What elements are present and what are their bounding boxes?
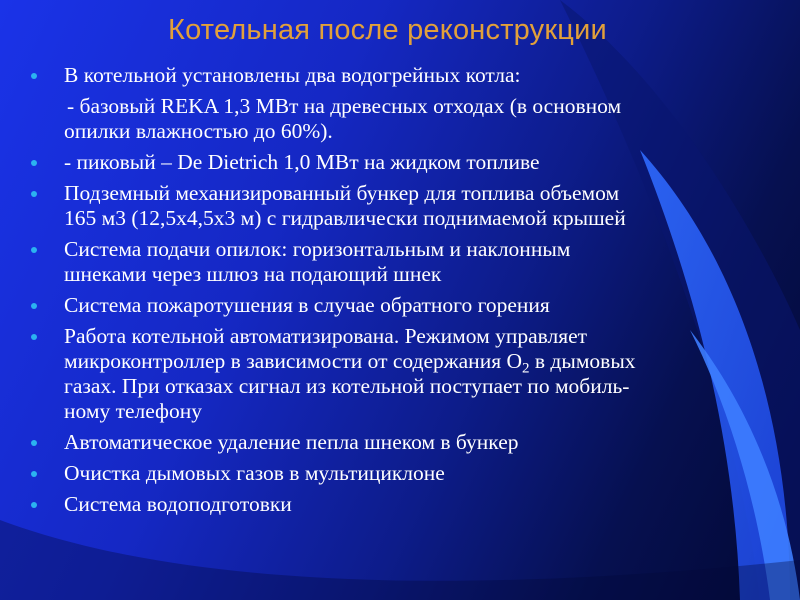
bullet-list (0, 63, 800, 523)
bullet-line: ному телефону (64, 399, 202, 423)
bullet-ash-removal (0, 430, 800, 455)
bullet-line: - пиковый – De Dietrich 1,0 МВт на жидком топливе (64, 150, 540, 174)
bullet-line: Система пожаротушения в случае обратного горения (64, 293, 550, 317)
o2-text-pre: микроконтроллер в зависимости от содержания О (64, 349, 522, 373)
bullet-sawdust-feed (0, 237, 800, 287)
bullet-line: Работа котельной автоматизирована. Режимом управляет (64, 324, 588, 348)
bullet-automation (0, 324, 800, 424)
o2-subscript: 2 (522, 360, 530, 377)
bullet-line: опилки влажностью до 60%). (64, 119, 333, 143)
bullet-line: В котельной установлены два водогрейных котла: (64, 63, 521, 87)
bullet-dot-icon (31, 334, 37, 340)
bullet-dot-icon (31, 247, 37, 253)
bullet-base-boiler (0, 94, 800, 144)
bullet-water-treatment (0, 492, 800, 517)
bullet-peak-boiler (0, 150, 800, 175)
bullet-line: - базовый REKA 1,3 МВт на древесных отходах (в основном (67, 94, 622, 118)
slide-title: Котельная после реконструкции (168, 14, 607, 46)
bullet-dot-icon (31, 502, 37, 508)
bullet-dot-icon (31, 440, 37, 446)
bullet-dot-icon (31, 303, 37, 309)
bullet-dot-icon (31, 471, 37, 477)
bullet-line: Автоматическое удаление пепла шнеком в бункер (64, 430, 519, 454)
bullet-boilers-intro (0, 63, 800, 88)
bullet-line: Очистка дымовых газов в мультициклоне (64, 461, 445, 485)
bullet-dot-icon (31, 73, 37, 79)
bullet-line-o2 (64, 349, 780, 377)
bullet-line: шнеками через шлюз на подающий шнек (64, 262, 442, 286)
bullet-dot-icon (31, 160, 37, 166)
o2-text-post: в дымовых (529, 349, 636, 373)
bullet-line: Подземный механизированный бункер для топлива объемом (64, 181, 620, 205)
bullet-line: Система подачи опилок: горизонтальным и наклонным (64, 237, 571, 261)
bullet-gas-cleaning (0, 461, 800, 486)
bullet-fire-suppression (0, 293, 800, 318)
bullet-line: 165 м3 (12,5х4,5х3 м) с гидравлически поднимаемой крышей (64, 206, 626, 230)
bullet-fuel-bunker (0, 181, 800, 231)
bullet-line: Система водоподготовки (64, 492, 292, 516)
bullet-dot-icon (31, 191, 37, 197)
bullet-line: газах. При отказах сигнал из котельной поступает по мобиль- (64, 374, 630, 398)
